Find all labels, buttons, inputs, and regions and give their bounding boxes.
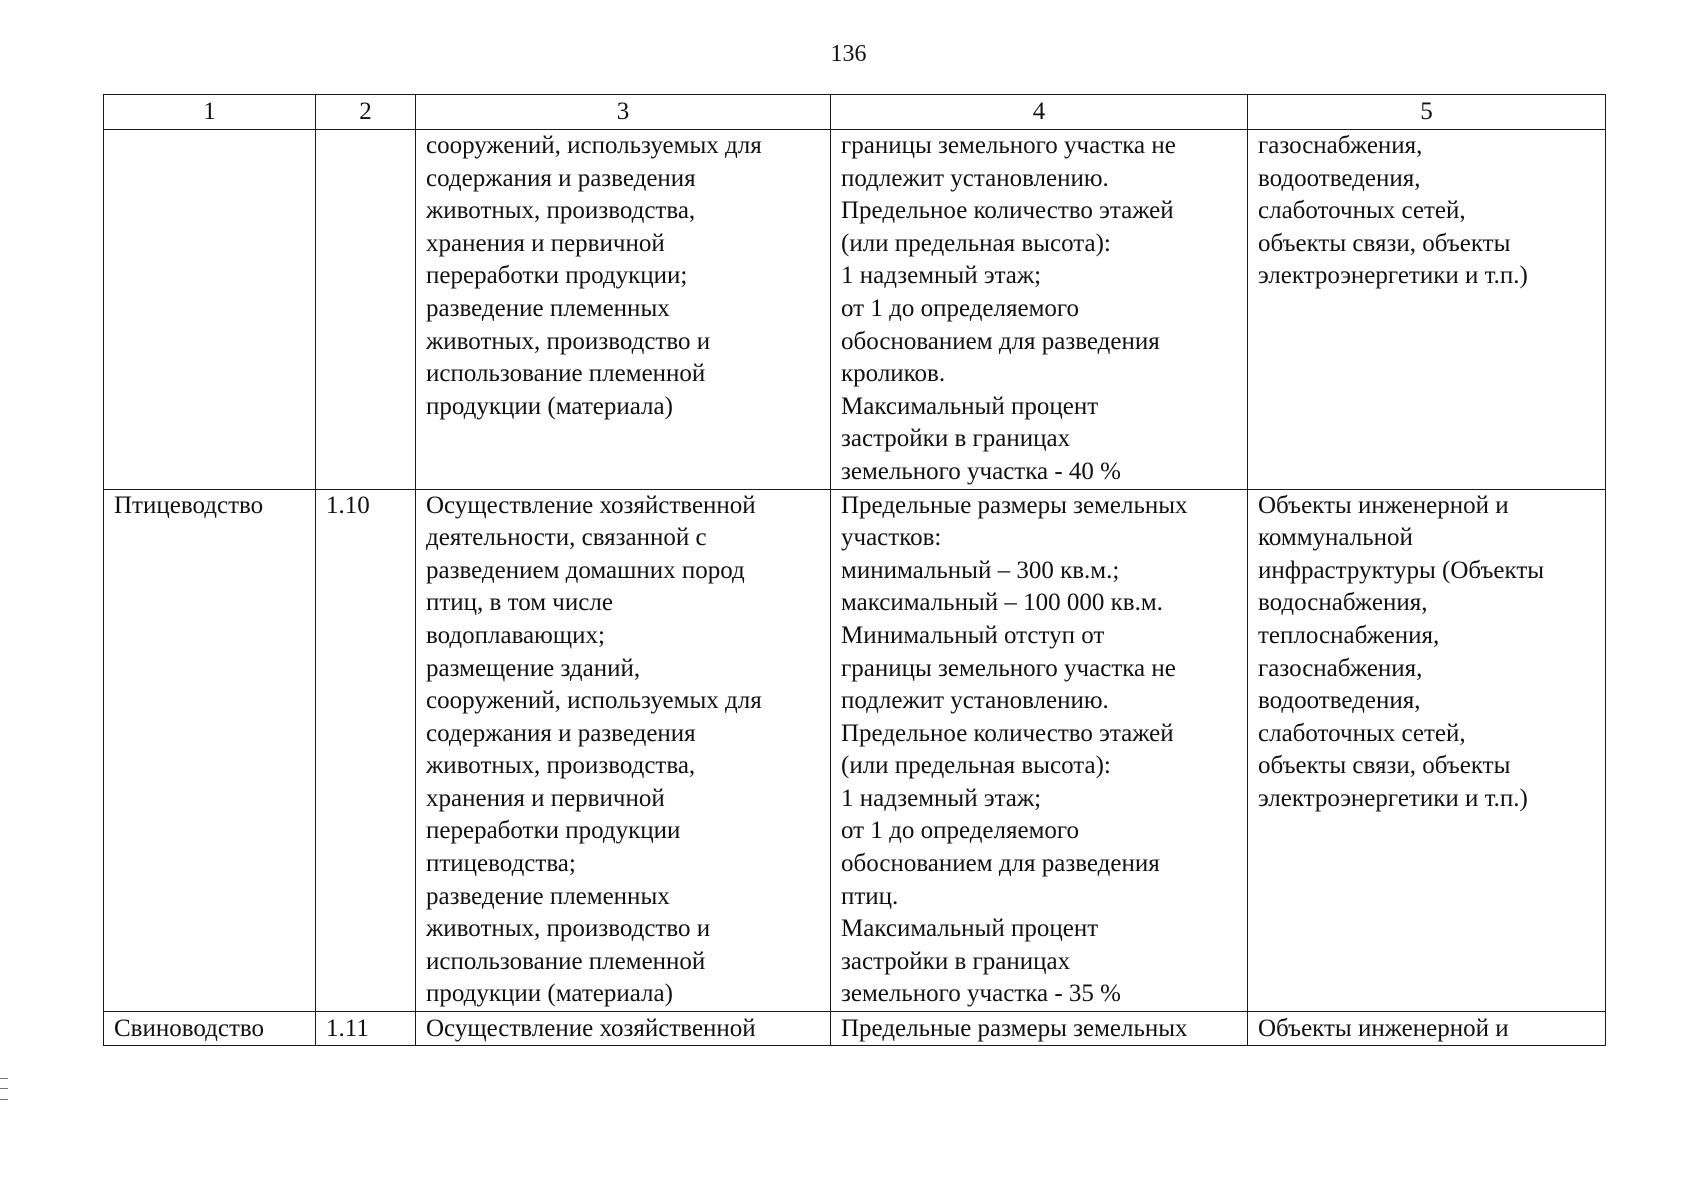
- header-col-4: 4: [831, 95, 1248, 130]
- cell-use-code: 1.10: [316, 489, 416, 1012]
- cell-use-description: Осуществление хозяйственной: [416, 1012, 831, 1046]
- cell-use-code: [316, 130, 416, 490]
- cell-use-name: Птицеводство: [104, 489, 316, 1012]
- header-row: [104, 95, 1606, 130]
- header-col-1: 1: [104, 95, 316, 130]
- table-row: [104, 489, 1606, 1012]
- header-col-2: 2: [316, 95, 416, 130]
- cell-use-description: Осуществление хозяйственной деятельности, связанной с разведением домашних пород птиц, в том числе водоплавающих; размещение зданий, сооружений, используемых для содержания и разведения животных, производства, хранения и первичной переработки продукции птицеводства; разведение племенных животных, производство и использование племенной продукции (материала): [416, 489, 831, 1012]
- scan-margin-mark: [0, 1078, 8, 1100]
- cell-use-name: Свиноводство: [104, 1012, 316, 1046]
- cell-use-objects: газоснабжения, водоотведения, слаботочных сетей, объекты связи, объекты электроэнергетики и т.п.): [1248, 130, 1606, 490]
- land-use-table-container: [103, 94, 1606, 1046]
- cell-use-objects: Объекты инженерной и: [1248, 1012, 1606, 1046]
- cell-use-parameters: Предельные размеры земельных участков: минимальный – 300 кв.м.; максимальный – 100 000 кв.м. Минимальный отступ от границы земельного участка не подлежит установлению. Предельное количество этажей (или предельная высота): 1 надземный этаж; от 1 до определяемого обоснованием для разведения птиц. Максимальный процент застройки в границах земельного участка - 35 %: [831, 489, 1248, 1012]
- table-header: [104, 95, 1606, 130]
- table-body: [104, 130, 1606, 1046]
- page-number: 136: [830, 41, 867, 67]
- table-row: [104, 1012, 1606, 1046]
- cell-use-description: сооружений, используемых для содержания и разведения животных, производства, хранения и первичной переработки продукции; разведение племенных животных, производство и использование племенной продукции (материала): [416, 130, 831, 490]
- cell-use-name: [104, 130, 316, 490]
- cell-use-objects: Объекты инженерной и коммунальной инфраструктуры (Объекты водоснабжения, теплоснабжения, газоснабжения, водоотведения, слаботочных сетей, объекты связи, объекты электроэнергетики и т.п.): [1248, 489, 1606, 1012]
- cell-use-parameters: границы земельного участка не подлежит установлению. Предельное количество этажей (или предельная высота): 1 надземный этаж; от 1 до определяемого обоснованием для разведения кроликов. Максимальный процент застройки в границах земельного участка - 40 %: [831, 130, 1248, 490]
- header-col-3: 3: [416, 95, 831, 130]
- land-use-table: [103, 94, 1606, 1046]
- header-col-5: 5: [1248, 95, 1606, 130]
- cell-use-code: 1.11: [316, 1012, 416, 1046]
- table-row: [104, 130, 1606, 490]
- cell-use-parameters: Предельные размеры земельных: [831, 1012, 1248, 1046]
